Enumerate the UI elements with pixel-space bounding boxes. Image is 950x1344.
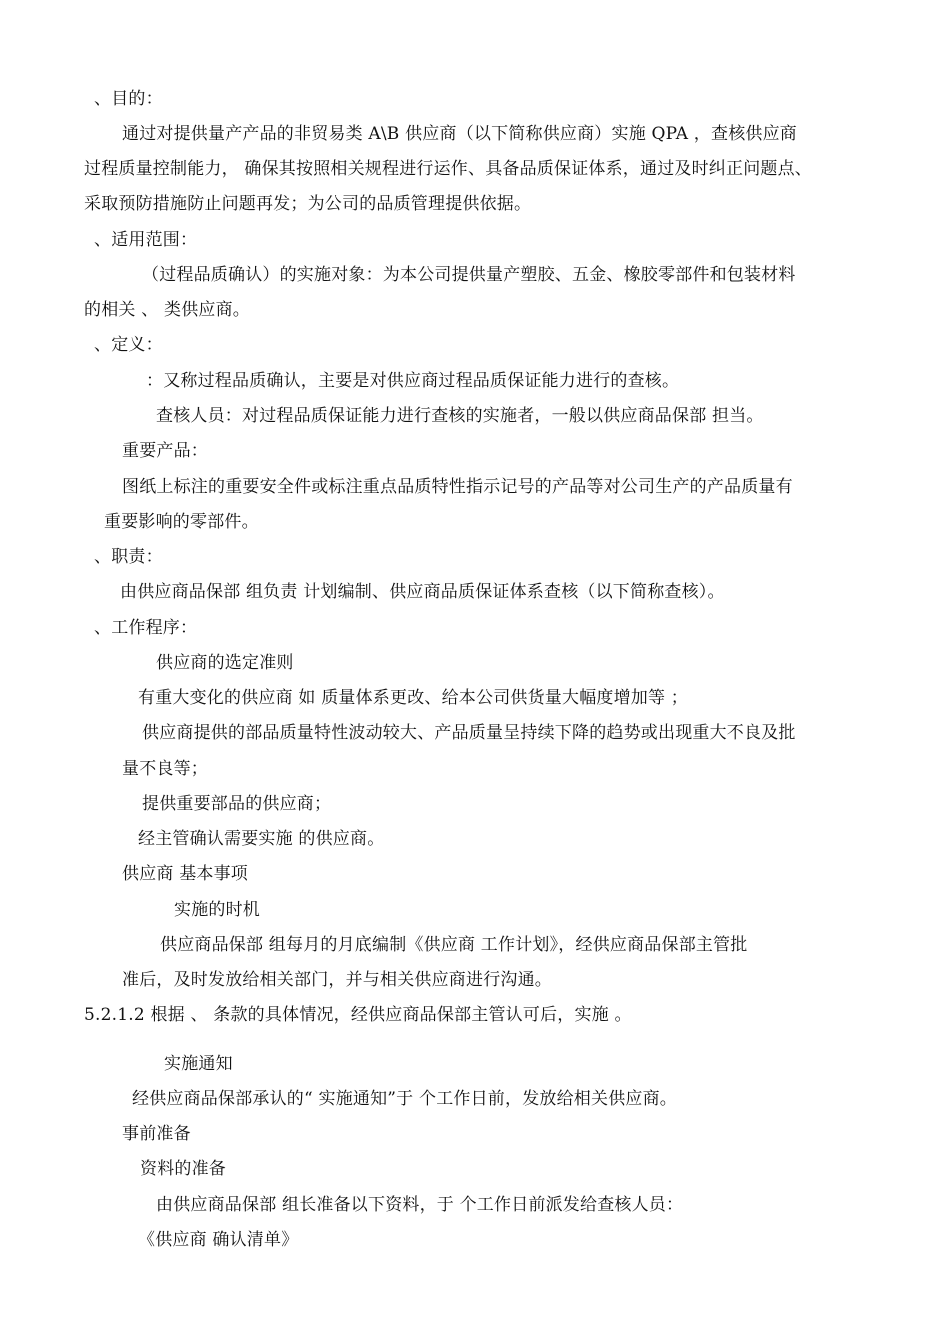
list-item: 经主管确认需要实施 的供应商。: [138, 829, 385, 849]
list-item: 有重大变化的供应商 如 质量体系更改、给本公司供货量大幅度增加等 ；: [138, 688, 689, 708]
list-item: 《供应商 确认清单》: [138, 1230, 299, 1250]
paragraph-line: 采取预防措施防止问题再发；为公司的品质管理提供依据。: [84, 194, 532, 214]
paragraph-line: 经供应商品保部承认的“ 实施通知”于 个工作日前，发放给相关供应商。: [132, 1089, 677, 1109]
heading-definition: 、定义：: [94, 335, 163, 355]
paragraph-line: 5.2.1.2 根据 、 条款的具体情况，经供应商品保部主管认可后，实施 。: [84, 1005, 632, 1025]
definition-line: ：又称过程品质确认，主要是对供应商过程品质保证能力进行的查核。: [146, 371, 680, 391]
paragraph-line: （过程品质确认）的实施对象：为本公司提供量产塑胶、五金、橡胶零部件和包装材料: [142, 265, 796, 285]
definition-line: 重要产品：: [122, 441, 208, 461]
heading-responsibility: 、职责：: [94, 547, 163, 567]
paragraph-line: 通过对提供量产产品的非贸易类 A\B 供应商（以下简称供应商）实施 QPA ，查核供应商: [122, 124, 798, 144]
definition-line: 查核人员：对过程品质保证能力进行查核的实施者，一般以供应商品保部 担当。: [156, 406, 764, 426]
paragraph-line: 由供应商品保部 组长准备以下资料，于 个工作日前派发给查核人员：: [156, 1195, 684, 1215]
paragraph-line: 的相关 、 类供应商。: [84, 300, 251, 320]
paragraph-line: 准后，及时发放给相关部门，并与相关供应商进行沟通。: [122, 970, 552, 990]
heading-scope: 、适用范围：: [94, 230, 198, 250]
paragraph-line: 供应商品保部 组每月的月底编制《供应商 工作计划》，经供应商品保部主管批: [160, 935, 748, 955]
definition-line: 重要影响的零部件。: [104, 512, 259, 532]
list-item: 提供重要部品的供应商；: [142, 794, 332, 814]
paragraph-line: 过程质量控制能力， 确保其按照相关规程进行运作、具备品质保证体系，通过及时纠正问题点、: [84, 159, 813, 179]
subheading-line: 资料的准备: [140, 1159, 226, 1179]
subheading-line: 事前准备: [122, 1124, 191, 1144]
heading-procedure: 、工作程序：: [94, 618, 198, 638]
list-item: 量不良等；: [122, 759, 208, 779]
definition-line: 图纸上标注的重要安全件或标注重点品质特性指示记号的产品等对公司生产的产品质量有: [122, 477, 793, 497]
subheading-line: 实施通知: [164, 1054, 233, 1074]
paragraph-line: 由供应商品保部 组负责 计划编制、供应商品质保证体系查核（以下简称查核）。: [120, 582, 725, 602]
list-item: 供应商提供的部品质量特性波动较大、产品质量呈持续下降的趋势或出现重大不良及批: [142, 723, 796, 743]
heading-purpose: 、目的：: [94, 89, 163, 109]
subheading-line: 实施的时机: [174, 900, 260, 920]
subheading-line: 供应商的选定准则: [156, 653, 294, 673]
subheading-line: 供应商 基本事项: [122, 864, 249, 884]
